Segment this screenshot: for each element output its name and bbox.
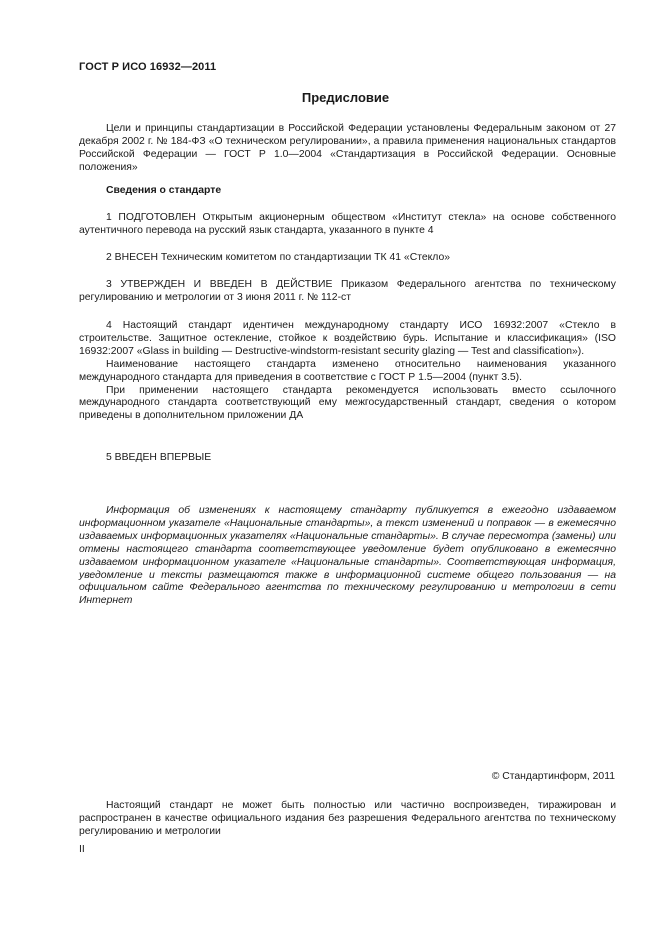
page-title: Предисловие [301, 90, 390, 105]
intro-paragraph: Цели и принципы стандартизации в Российской Федерации установлены Федеральным законом от 27 декабря 2002 г. № 184-ФЗ «О техническом регулировании», а правила применения национальных стандартов Российской Федерации — ГОСТ Р 1.0—2004 «Стандартизация в Российской Федерации. Основные положения» [79, 123, 616, 173]
copyright: © Стандартинформ, 2011 [491, 771, 615, 782]
item-5-block [79, 452, 616, 465]
section-heading-block [79, 185, 616, 198]
reproduction-notice: Настоящий стандарт не может быть полностью или частично воспроизведен, тиражирован и распространен в качестве официального издания без разрешения Федерального агентства по техническому регулированию и метрологии [79, 800, 616, 837]
info-notice-block [79, 505, 616, 608]
reproduction-notice-block [79, 800, 616, 839]
item-3: 3 УТВЕРЖДЕН И ВВЕДЕН В ДЕЙСТВИЕ Приказом Федерального агентства по техническому регулированию и метрологии от 3 июня 2011 г. № 112-ст [79, 279, 616, 303]
item-3-block [79, 279, 616, 305]
item-1-block [79, 212, 616, 238]
item-4-note-2: При применении настоящего стандарта рекомендуется использовать вместо ссылочного международного стандарта соответствующий ему межгосударственный стандарт, сведения о котором приведены в дополнительном приложении ДА [79, 384, 616, 422]
item-2-block [79, 252, 616, 265]
intro-block [79, 123, 616, 175]
item-2: 2 ВНЕСЕН Техническим комитетом по стандартизации ТК 41 «Стекло» [106, 252, 451, 263]
document-code: ГОСТ Р ИСО 16932—2011 [79, 61, 217, 73]
item-4-block [79, 320, 616, 423]
item-5: 5 ВВЕДЕН ВПЕРВЫЕ [106, 452, 212, 463]
info-notice: Информация об изменениях к настоящему стандарту публикуется в ежегодно издаваемом информационном указателе «Национальные стандарты», а текст изменений и поправок — в ежемесячно издаваемых информационных указателях «Национальные стандарты». В случае пересмотра (замены) или отмены настоящего стандарта соответствующее уведомление будет опубликовано в ежемесячно издаваемом информационном указателе «Национальные стандарты». Соответствующая информация, уведомление и тексты размещаются также в информационной системе общего пользования — на официальном сайте Федерального агентства по техническому регулированию и метрологии в сети Интернет [79, 505, 616, 607]
item-4: 4 Настоящий стандарт идентичен международному стандарту ИСО 16932:2007 «Стекло в строительстве. Защитное остекление, стойкое к воздействию бурь. Испытание и классификация» (ISO 16932:2007 «Glass in building — Destructive-windstorm-resistant security glazing — Test and classification»). [79, 320, 616, 357]
page-number: II [79, 844, 85, 855]
item-1: 1 ПОДГОТОВЛЕН Открытым акционерным обществом «Институт стекла» на основе собственного аутентичного перевода на русский язык стандарта, указанного в пункте 4 [79, 212, 616, 236]
section-heading: Сведения о стандарте [106, 185, 222, 196]
item-4-note-1: Наименование настоящего стандарта изменено относительно наименования указанного международного стандарта для приведения в соответствие с ГОСТ Р 1.5—2004 (пункт 3.5). [79, 358, 616, 383]
